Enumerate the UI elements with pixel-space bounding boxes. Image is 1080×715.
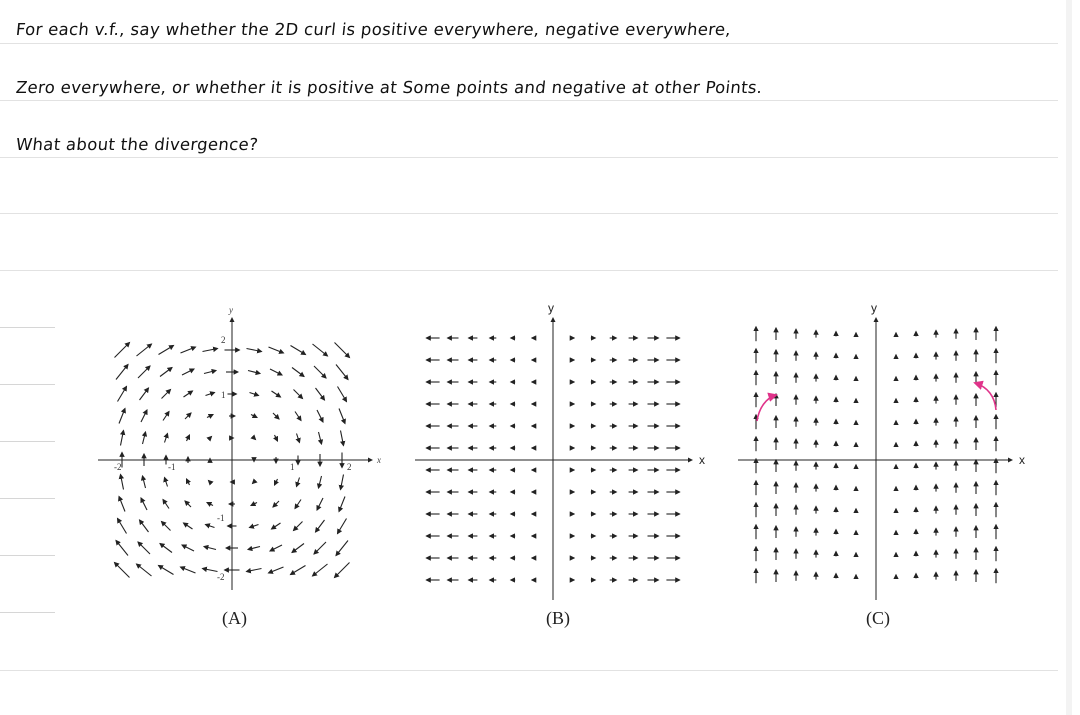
field-arrow — [203, 349, 218, 352]
field-arrow — [292, 368, 304, 377]
figure-a-x-label: x — [377, 455, 381, 465]
field-arrow — [291, 566, 306, 575]
field-arrow — [160, 368, 172, 377]
field-arrow — [115, 563, 130, 578]
figure-c-y-label: y — [871, 301, 877, 315]
figure-a-tick: -1 — [168, 462, 176, 472]
field-arrow — [185, 501, 191, 507]
field-arrow — [159, 566, 174, 575]
field-arrow — [294, 390, 303, 399]
field-arrow — [297, 478, 300, 487]
field-arrow — [270, 369, 282, 375]
field-arrow — [317, 498, 323, 510]
field-arrow — [206, 393, 215, 396]
field-arrow — [115, 343, 130, 358]
field-arrow — [207, 503, 213, 506]
field-arrow — [143, 432, 146, 444]
figure-a-caption: (A) — [222, 608, 247, 628]
field-arrow — [185, 413, 191, 419]
field-arrow — [270, 545, 282, 551]
field-arrow — [269, 347, 284, 353]
field-arrow — [162, 390, 171, 399]
field-arrow — [206, 525, 215, 528]
figure-a-tick: 2 — [221, 335, 226, 345]
field-arrow — [137, 564, 152, 576]
field-arrow — [251, 503, 257, 506]
field-arrow — [273, 413, 279, 419]
field-arrow — [250, 393, 259, 396]
field-arrow — [338, 519, 347, 534]
field-arrow — [317, 410, 323, 422]
field-arrow — [165, 478, 168, 487]
field-arrow — [253, 437, 256, 440]
field-arrow — [163, 412, 169, 421]
field-arrow — [141, 410, 147, 422]
note-line-2: Zero everywhere, or whether it is positive at Some points and negative at other Points. — [15, 78, 764, 97]
field-arrow — [204, 371, 216, 374]
field-arrow — [118, 519, 127, 534]
field-arrow — [269, 567, 284, 573]
field-arrow — [182, 369, 194, 375]
field-arrow — [251, 415, 257, 418]
field-arrow — [203, 569, 218, 572]
field-arrow — [275, 479, 278, 485]
field-arrow — [184, 523, 193, 529]
field-arrow — [292, 544, 304, 553]
field-arrow — [159, 346, 174, 355]
field-arrow — [253, 481, 256, 484]
figure-b-x-label: x — [699, 453, 705, 467]
figure-a-tick: -1 — [217, 513, 225, 523]
field-arrow — [316, 388, 325, 400]
field-arrow — [116, 541, 128, 556]
field-arrow — [209, 481, 212, 484]
field-arrow — [247, 569, 262, 572]
field-arrow — [181, 347, 196, 353]
field-arrow — [138, 366, 150, 378]
field-arrow — [291, 346, 306, 355]
figure-b — [415, 301, 705, 629]
field-arrow — [314, 366, 326, 378]
field-arrow — [181, 567, 196, 573]
field-arrow — [336, 365, 348, 380]
field-arrow — [163, 500, 169, 509]
figure-a-tick: -2 — [217, 572, 225, 582]
field-arrow — [143, 476, 146, 488]
field-arrow — [339, 497, 345, 512]
field-arrow — [140, 520, 149, 532]
note-line-1: For each v.f., say whether the 2D curl is positive everywhere, negative everywhere, — [15, 20, 732, 39]
field-arrow — [313, 344, 328, 356]
field-arrow — [121, 431, 124, 446]
pink-curl-annotation-right — [975, 383, 996, 410]
field-arrow — [339, 409, 345, 424]
figure-b-caption: (B) — [546, 608, 570, 628]
field-arrow — [313, 564, 328, 576]
figure-a-tick: -2 — [114, 462, 122, 472]
figure-c-caption: (C) — [866, 608, 890, 628]
figure-a-tick: 1 — [221, 390, 226, 400]
field-arrow — [116, 365, 128, 380]
field-arrow — [165, 434, 168, 443]
field-arrow — [141, 498, 147, 510]
field-arrow — [138, 542, 150, 554]
field-arrow — [121, 475, 124, 490]
field-arrow — [209, 437, 212, 440]
figure-a-y-label: y — [229, 305, 233, 315]
figure-a-tick: 2 — [347, 462, 352, 472]
field-arrow — [294, 522, 303, 531]
field-arrow — [187, 435, 190, 441]
field-arrow — [248, 371, 260, 374]
field-arrow — [335, 343, 350, 358]
field-arrow — [295, 412, 301, 421]
field-arrow — [119, 497, 125, 512]
pink-curl-annotation-left — [757, 395, 776, 421]
field-arrow — [140, 388, 149, 400]
field-arrow — [204, 547, 216, 550]
field-arrow — [335, 563, 350, 578]
field-arrow — [275, 435, 278, 441]
field-arrow — [182, 545, 194, 551]
field-arrow — [314, 542, 326, 554]
field-arrow — [119, 409, 125, 424]
field-arrow — [272, 391, 281, 397]
figure-a — [98, 305, 381, 629]
field-arrow — [338, 387, 347, 402]
field-arrow — [248, 547, 260, 550]
field-arrow — [297, 434, 300, 443]
field-arrow — [207, 415, 213, 418]
field-arrow — [272, 523, 281, 529]
figure-a-tick: 1 — [290, 462, 295, 472]
field-arrow — [247, 349, 262, 352]
field-arrow — [250, 525, 259, 528]
field-arrow — [162, 522, 171, 531]
field-arrow — [295, 500, 301, 509]
figure-c-x-label: x — [1019, 453, 1025, 467]
field-arrow — [273, 501, 279, 507]
figure-b-y-label: y — [548, 301, 554, 315]
field-arrow — [319, 476, 322, 488]
note-line-3: What about the divergence? — [15, 135, 260, 154]
field-arrow — [184, 391, 193, 397]
field-arrow — [316, 520, 325, 532]
field-arrow — [341, 431, 344, 446]
field-arrow — [160, 544, 172, 553]
figure-c — [738, 301, 1025, 629]
field-arrow — [137, 344, 152, 356]
field-arrow — [336, 541, 348, 556]
field-arrow — [341, 475, 344, 490]
field-arrow — [319, 432, 322, 444]
field-arrow — [118, 387, 127, 402]
field-arrow — [187, 479, 190, 485]
